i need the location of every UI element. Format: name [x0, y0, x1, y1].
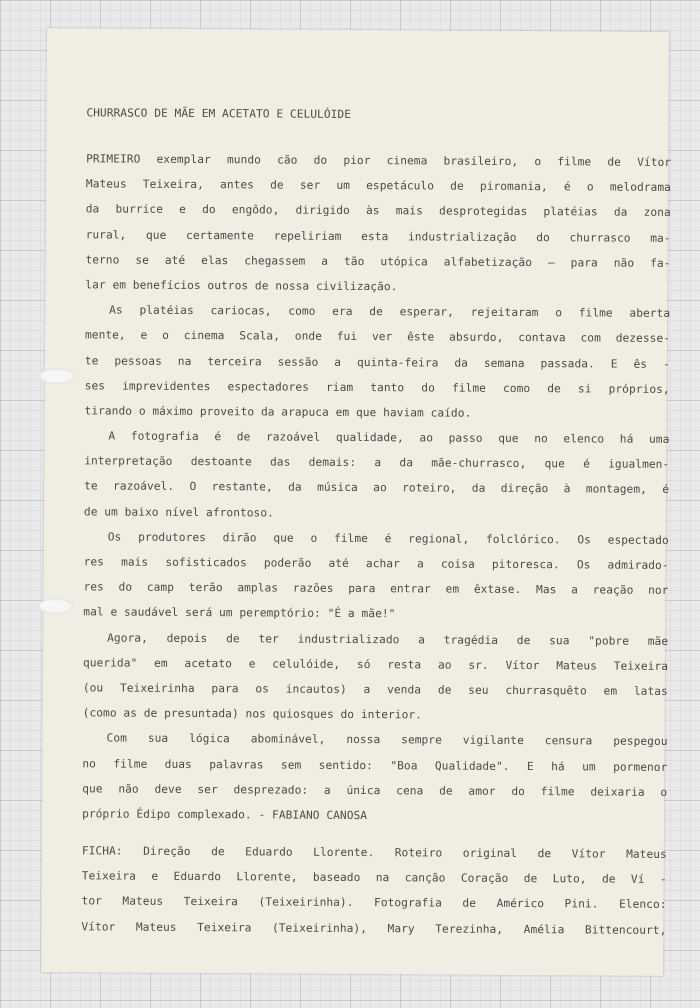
credits-paragraph	[81, 838, 667, 942]
text-line: da burrice e do engôdo, dirigido às mais desprotegidas platéias da zona	[85, 202, 671, 220]
paragraph-2	[84, 297, 670, 427]
text-line: de um baixo nível afrontoso.	[83, 504, 274, 520]
article-body	[81, 100, 671, 942]
text-line: A fotografia é de razoável qualidade, ao passo que no elenco há uma	[108, 429, 670, 446]
text-line: (como as de presuntada) nos quiosques do interior.	[82, 706, 423, 722]
text-line: (ou Teixeirinha para os incautos) a venda de seu churrasquêto em latas	[82, 681, 668, 698]
punch-hole	[37, 598, 73, 614]
text-line: PRIMEIRO exemplar mundo cão do pior cinema brasileiro, o filme de Vítor	[86, 152, 672, 169]
text-line: Com sua lógica abominável, nossa sempre vigilante censura pespegou	[106, 731, 668, 749]
text-line: res mais sofisticados poderão até achar a coisa pitoresca. Os admirado-	[83, 555, 669, 572]
text-line: Vítor Mateus Teixeira (Teixeirinha), Mary Terezinha, Amélia Bittencourt,	[81, 919, 667, 937]
text-line: tor Mateus Teixeira (Teixeirinha). Fotografia de Américo Pini. Elenco:	[81, 894, 667, 912]
paragraph-5	[83, 625, 669, 729]
text-line: no filme duas palavras sem sentido: "Boa Qualidade". E há um pormenor	[82, 756, 668, 774]
text-line: ses imprevidentes espectadores riam tanto do filme como de si próprios,	[84, 379, 670, 396]
typewritten-page	[41, 28, 672, 976]
paragraph-1	[85, 146, 671, 301]
text-line: FICHA: Direção de Eduardo Llorente. Roteiro original de Vítor Mateus	[81, 844, 667, 861]
text-line: interpretação destoante das demais: a da mãe-churrasco, que é igualmen-	[84, 454, 670, 472]
text-line: mente, e o cinema Scala, onde fui ver êste absurdo, contava com dezesse-	[84, 328, 671, 346]
text-line: Os produtores dirão que o filme é regional, folclórico. Os espectado	[107, 530, 669, 547]
article-title: CHURRASCO DE MÃE EM ACETATO E CELULÓIDE	[86, 106, 352, 121]
text-line: tirando o máximo proveito da arapuca em que haviam caído.	[84, 404, 472, 420]
text-line: que não deve ser desprezado: a única cena de amor do filme deixaria o	[82, 782, 668, 799]
text-line: Agora, depois de ter industrializado a tragédia de sua "pobre mãe	[107, 631, 669, 648]
text-line: te razoável. O restante, da música ao roteiro, da direção à montagem, é	[84, 479, 670, 497]
text-line: querida" em acetato e celulóide, só resta ao sr. Vítor Mateus Teixeira	[82, 656, 669, 673]
text-line: rural, que certamente repeliriam esta industrialização do churrasco ma-	[85, 227, 671, 245]
text-line: te pessoas na terceira sessão a quinta-feira da semana passada. E ês -	[84, 353, 670, 371]
punch-hole	[39, 368, 75, 384]
text-line: próprio Édipo complexado. - FABIANO CANOSA	[82, 807, 368, 822]
text-line: Mateus Teixeira, antes de ser um espetáculo de piromania, é o melodrama	[85, 177, 671, 195]
paragraph-4	[83, 524, 669, 628]
text-line: Teixeira e Eduardo Llorente, baseado na canção Coração de Luto, de Ví -	[81, 869, 667, 887]
text-line: As platéias cariocas, como era de esperar, rejeitaram o filme aberta	[109, 303, 671, 321]
text-line: mal e saudável será um peremptório: "É a mãe!"	[83, 605, 396, 621]
paragraph-6	[82, 726, 668, 830]
text-line: lar em benefícios outros de nossa civilização.	[85, 278, 398, 294]
text-line: terno se até elas chegassem a tão utópica alfabetização — para não fa-	[85, 253, 671, 270]
paragraph-3	[84, 423, 670, 527]
text-line: res do camp terão amplas razões para entrar em êxtase. Mas a reação nor	[83, 580, 669, 598]
